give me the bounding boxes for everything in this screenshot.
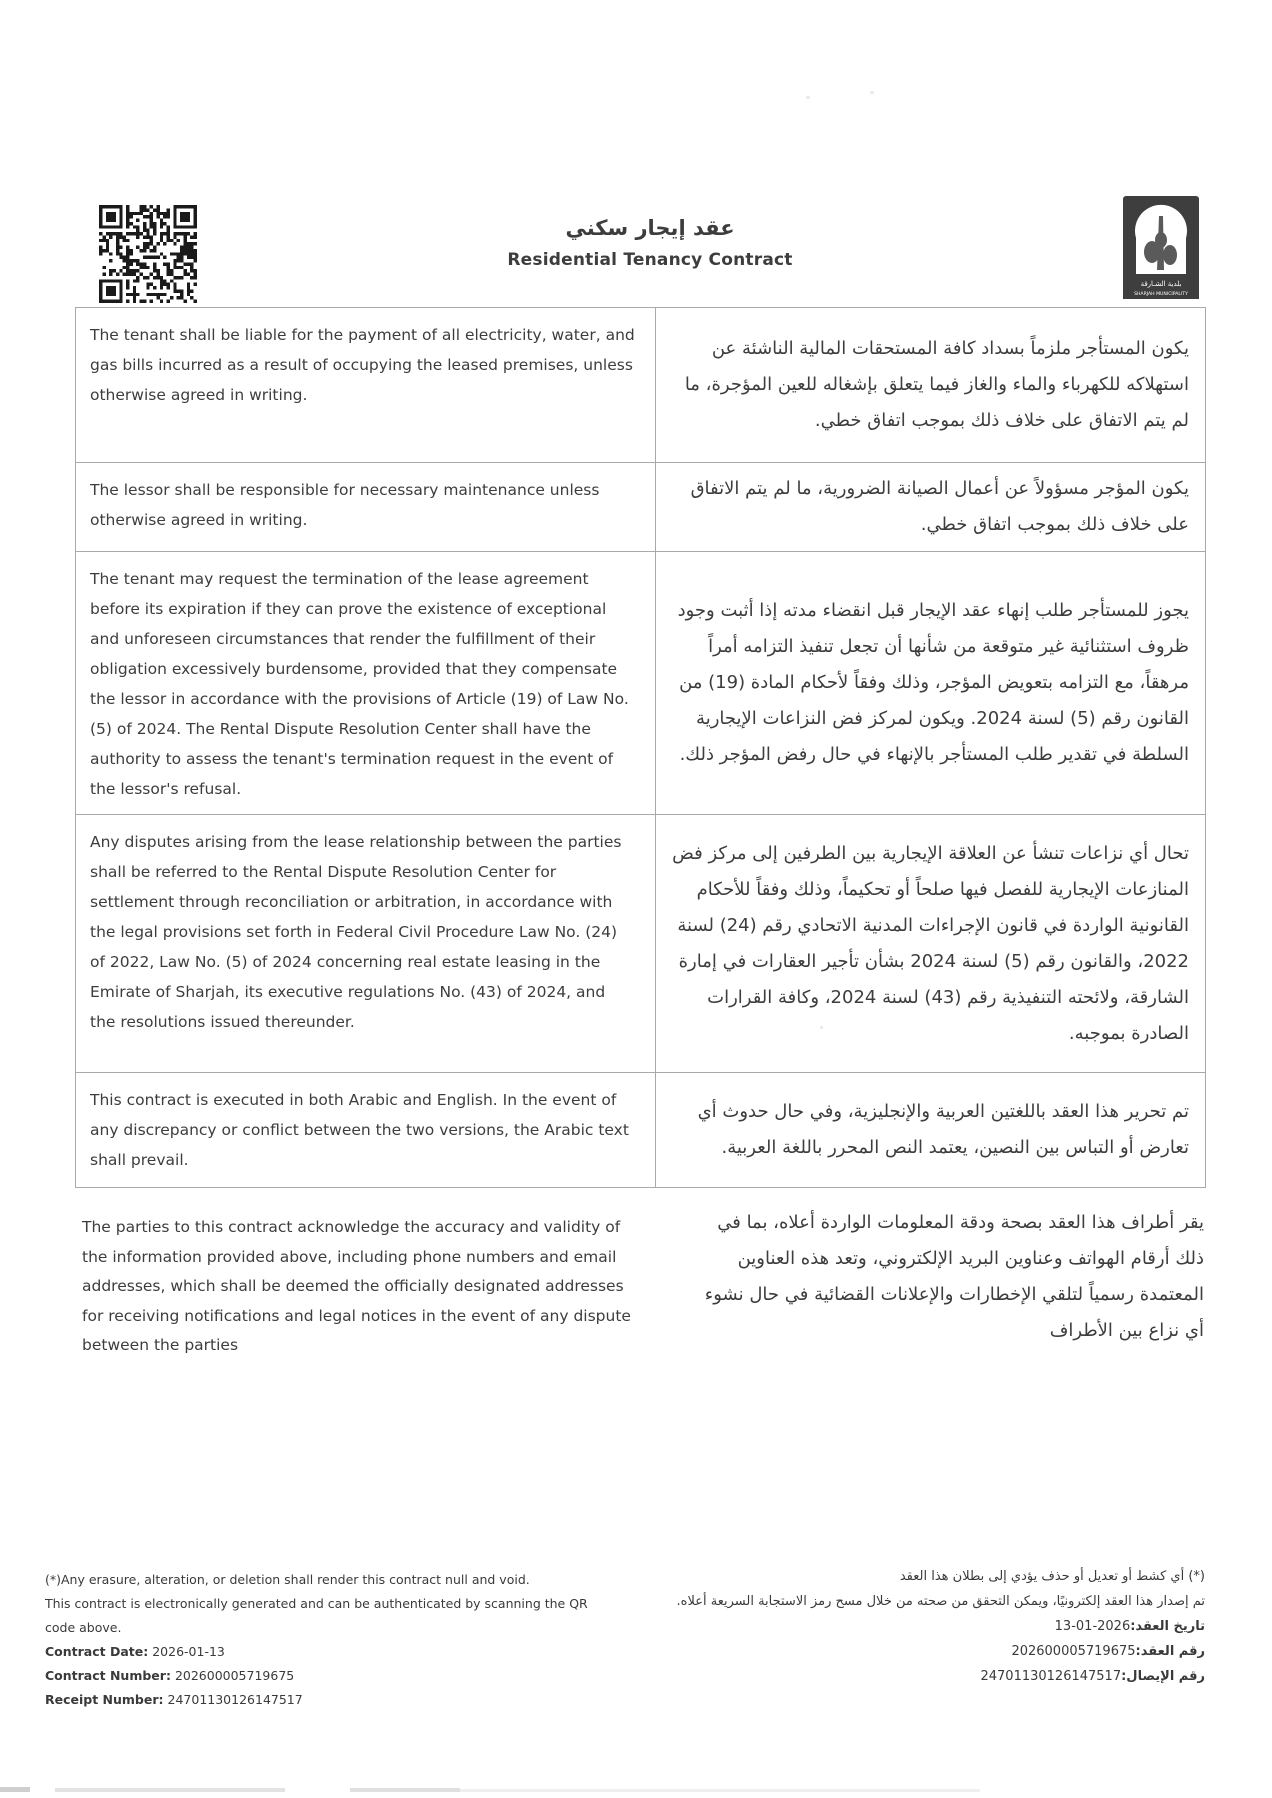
contract-date-label-en: Contract Date: bbox=[45, 1644, 149, 1659]
page-title-english: Residential Tenancy Contract bbox=[507, 250, 793, 270]
page-title-arabic: عقد إيجار سكني bbox=[565, 216, 735, 240]
clause-language-ar-text: تم تحرير هذا العقد باللغتين العربية والإنجليزية، وفي حال حدوث أي تعارض أو التباس بين النصين، يعتمد النص المحرر باللغة العربية. bbox=[697, 1101, 1189, 1158]
clause-utilities-ar bbox=[656, 308, 1205, 462]
clause-termination-ar bbox=[656, 552, 1205, 814]
clause-utilities-en: The tenant shall be liable for the payment of all electricity, water, and gas bills incurred as a result of occupying the leased premises, unless otherwise agreed in writing. bbox=[76, 308, 656, 462]
contract-number-value-ar: 202600005719675 bbox=[1011, 1644, 1136, 1659]
contract-date-value-ar: 2026-01-13 bbox=[1054, 1619, 1131, 1634]
footer-note-electronic-en: This contract is electronically generated and can be authenticated by scanning the QR code above. bbox=[45, 1596, 588, 1635]
acknowledgment-en: The parties to this contract acknowledge the accuracy and validity of the information provided above, including phone numbers and email addresses, which shall be deemed the officially designated addresses for receiving notifications and legal notices in the event of any dispute between the parties bbox=[82, 1218, 631, 1354]
footer-note-erasure-en: (*)Any erasure, alteration, or deletion shall render this contract null and void. bbox=[45, 1572, 530, 1587]
acknowledgment-section bbox=[75, 1205, 1206, 1361]
footer-note-erasure-ar: (*) أي كشط أو تعديل أو حذف يؤدي إلى بطلان هذا العقد bbox=[899, 1569, 1205, 1584]
sharjah-municipality-logo bbox=[1122, 192, 1200, 300]
clause-termination-ar-text: يجوز للمستأجر طلب إنهاء عقد الإيجار قبل انقضاء مدته إذا أثبت وجود ظروف استثنائية غير متوقعة من شأنها أن تجعل تنفيذ التزامه أمراً مرهقاً، مع التزامه بتعويض المؤجر، وذلك وفقاً لأحكام المادة (19) من القانون رقم (5) لسنة 2024. ويكون لمركز فض النزاعات الإيجارية السلطة في تقدير طلب المستأجر بالإنهاء في حال رفض المؤجر ذلك. bbox=[677, 600, 1189, 765]
footer-note-electronic-ar: تم إصدار هذا العقد إلكترونيًا، ويمكن التحقق من صحته من خلال مسح رمز الاستجابة السريعة أعلاه. bbox=[676, 1594, 1205, 1609]
contract-date-line-ar bbox=[660, 1614, 1205, 1639]
receipt-number-value-en: 24701130126147517 bbox=[167, 1692, 303, 1707]
scan-artifact bbox=[55, 1788, 285, 1792]
receipt-number-value-ar: 24701130126147517 bbox=[980, 1669, 1122, 1684]
logo-text-arabic: بلدية الشـارقة bbox=[1140, 280, 1182, 288]
clause-maintenance-ar bbox=[656, 463, 1205, 551]
clause-disputes-ar-text: تحال أي نزاعات تنشأ عن العلاقة الإيجارية بين الطرفين إلى مركز فض المنازعات الإيجارية للفصل فيها صلحاً أو تحكيماً، وذلك وفقاً للأحكام القانونية الواردة في قانون الإجراءات المدنية الاتحادي رقم (24) لسنة 2022، والقانون رقم (5) لسنة 2024 بشأن تأجير العقارات في إمارة الشارقة، ولائحته التنفيذية رقم (43) لسنة 2024، وكافة القرارات الصادرة بموجبه. bbox=[672, 842, 1189, 1044]
clause-maintenance-ar-text: يكون المؤجر مسؤولاً عن أعمال الصيانة الضرورية، ما لم يتم الاتفاق على خلاف ذلك بموجب اتفاق خطي. bbox=[690, 478, 1189, 535]
clause-termination-en: The tenant may request the termination of the lease agreement before its expiration if they can prove the existence of exceptional and unforeseen circumstances that render the fulfillment of their obligation excessively burdensome, provided that they compensate the lessor in accordance with the provisions of Article (19) of Law No. (5) of 2024. The Rental Dispute Resolution Center shall have the authority to assess the tenant's termination request in the event of the lessor's refusal. bbox=[76, 552, 656, 814]
receipt-number-line-en bbox=[45, 1688, 620, 1712]
contract-number-label-ar: رقم العقد: bbox=[1135, 1644, 1205, 1659]
scan-artifact bbox=[0, 1787, 30, 1792]
acknowledgment-ar: يقر أطراف هذا العقد بصحة ودقة المعلومات الواردة أعلاه، بما في ذلك أرقام الهواتف وعناوين البريد الإلكتروني، وتعد هذه العناوين المعتمدة رسمياً لتلقي الإخطارات والإعلانات القضائية في حال نشوء أي نزاع بين الأطراف bbox=[704, 1212, 1204, 1341]
clause-maintenance-en: The lessor shall be responsible for necessary maintenance unless otherwise agreed in writing. bbox=[76, 463, 656, 551]
scan-artifact bbox=[820, 1026, 823, 1029]
table-row bbox=[76, 815, 1205, 1073]
contract-date-value-en: 2026-01-13 bbox=[152, 1644, 225, 1659]
scan-artifact bbox=[870, 91, 874, 94]
scan-artifact bbox=[806, 96, 810, 99]
contract-number-line-ar bbox=[660, 1639, 1205, 1664]
footer-arabic bbox=[660, 1564, 1205, 1689]
clauses-table bbox=[75, 307, 1206, 1188]
contract-number-value-en: 202600005719675 bbox=[174, 1668, 295, 1683]
contract-date-label-ar: تاريخ العقد: bbox=[1130, 1619, 1205, 1634]
table-row bbox=[76, 308, 1205, 463]
scan-artifact bbox=[350, 1788, 460, 1792]
table-row bbox=[76, 463, 1205, 552]
clause-language-en: This contract is executed in both Arabic and English. In the event of any discrepancy or conflict between the two versions, the Arabic text shall prevail. bbox=[76, 1073, 656, 1187]
receipt-number-label-en: Receipt Number: bbox=[45, 1692, 164, 1707]
receipt-number-line-ar bbox=[660, 1664, 1205, 1689]
contract-date-line-en bbox=[45, 1640, 620, 1664]
scan-artifact bbox=[460, 1789, 980, 1792]
contract-number-label-en: Contract Number: bbox=[45, 1668, 171, 1683]
table-row bbox=[76, 1073, 1205, 1187]
clause-language-ar bbox=[656, 1073, 1205, 1187]
table-row bbox=[76, 552, 1205, 815]
footer-english bbox=[45, 1568, 620, 1712]
clause-utilities-ar-text: يكون المستأجر ملزماً بسداد كافة المستحقات المالية الناشئة عن استهلاكه للكهرباء والماء والغاز فيما يتعلق بإشغاله للعين المؤجرة، ما لم يتم الاتفاق على خلاف ذلك بموجب اتفاق خطي. bbox=[684, 338, 1189, 431]
logo-text-english: SHARJAH MUNICIPALITY bbox=[1134, 292, 1188, 297]
document-title-block bbox=[75, 216, 1225, 270]
clause-disputes-ar bbox=[656, 815, 1205, 1072]
clause-disputes-en: Any disputes arising from the lease relationship between the parties shall be referred to the Rental Dispute Resolution Center for settlement through reconciliation or arbitration, in accordance with the legal provisions set forth in Federal Civil Procedure Law No. (24) of 2022, Law No. (5) of 2024 concerning real estate leasing in the Emirate of Sharjah, its executive regulations No. (43) of 2024, and the resolutions issued thereunder. bbox=[76, 815, 656, 1072]
contract-number-line-en bbox=[45, 1664, 620, 1688]
receipt-number-label-ar: رقم الإيصال: bbox=[1121, 1669, 1205, 1684]
